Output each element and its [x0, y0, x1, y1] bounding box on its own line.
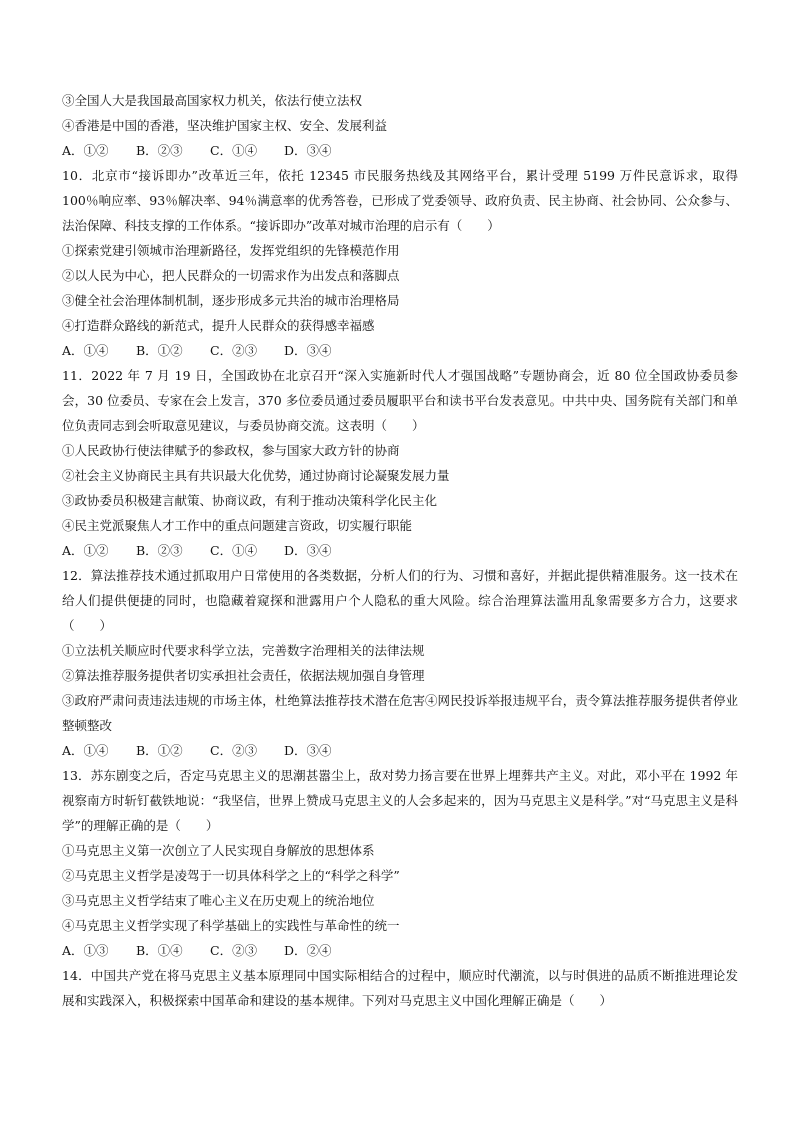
q13-item-3: ③马克思主义哲学结束了唯心主义在历史观上的统治地位 [62, 893, 375, 908]
lead-item-4: ④香港是中国的香港，坚决维护国家主权、安全、发展利益 [62, 118, 388, 133]
lead-option-c: C．①④ [210, 143, 258, 158]
q12-stem: 12．算法推荐技术通过抓取用户日常使用的各类数据，分析人们的行为、习惯和喜好，并据此提供精准服务。这一技术在给人们提供便捷的同时，也隐藏着窥探和泄露用户个人隐私的重大风险。综合治理算法滥用乱象需要多方合力，这要求（ ） [62, 568, 738, 633]
exam-page [62, 88, 738, 1013]
q11-option-b: B．②③ [136, 543, 183, 558]
q11-options [62, 538, 738, 563]
q11-option-a: A．①② [62, 543, 109, 558]
q13-options [62, 938, 738, 963]
q13-option-b: B．①④ [136, 943, 183, 958]
lead-option-d: D．③④ [284, 143, 332, 158]
q10-stem: 10．北京市“接诉即办”改革近三年，依托 12345 市民服务热线及其网络平台，累计受理 5199 万件民意诉求，取得 100％响应率、93％解决率、94％满意率的优秀答卷，已形成了党委领导、政府负责、民主协商、社会协同、公众参与、法治保障、科技支撑的工作体系。“接诉即办”改革对城市治理的启示有（ ） [62, 168, 738, 233]
q12-options [62, 738, 738, 763]
q13-option-a: A．①③ [62, 943, 109, 958]
q10-option-c: C．②③ [210, 343, 258, 358]
q12-option-b: B．①② [136, 743, 183, 758]
q10-item-4: ④打造群众路线的新范式，提升人民群众的获得感幸福感 [62, 318, 375, 333]
q10-option-b: B．①② [136, 343, 183, 358]
q10-options [62, 338, 738, 363]
q14-stem: 14．中国共产党在将马克思主义基本原理同中国实际相结合的过程中，顺应时代潮流，以与时俱进的品质不断推进理论发展和实践深入，积极探索中国革命和建设的基本规律。下列对马克思主义中国化理解正确是（ ） [62, 968, 738, 1008]
q12-item-3-4: ③政府严肃问责违法违规的市场主体，杜绝算法推荐技术潜在危害④网民投诉举报违规平台，责令算法推荐服务提供者停业整顿整改 [62, 693, 738, 733]
q13-item-2: ②马克思主义哲学是凌驾于一切具体科学之上的“科学之科学” [62, 868, 400, 883]
q12-item-1: ①立法机关顺应时代要求科学立法，完善数字治理相关的法律法规 [62, 643, 425, 658]
q10-option-d: D．③④ [284, 343, 332, 358]
q12-option-c: C．②③ [210, 743, 258, 758]
q11-option-d: D．③④ [284, 543, 332, 558]
q13-option-c: C．②③ [210, 943, 258, 958]
q13-option-d: D．②④ [284, 943, 332, 958]
q13-stem: 13．苏东剧变之后，否定马克思主义的思潮甚嚣尘上，敌对势力扬言要在世界上埋葬共产主义。对此，邓小平在 1992 年视察南方时斩钉截铁地说：“我坚信，世界上赞成马克思主义的人会多起来的，因为马克思主义是科学。”对“马克思主义是科学”的理解正确的是（ ） [62, 768, 738, 833]
q11-item-1: ①人民政协行使法律赋予的参政权，参与国家大政方针的协商 [62, 443, 400, 458]
q13-item-1: ①马克思主义第一次创立了人民实现自身解放的思想体系 [62, 843, 375, 858]
q12-option-a: A．①④ [62, 743, 109, 758]
q12-option-d: D．③④ [284, 743, 332, 758]
q10-item-1: ①探索党建引领城市治理新路径，发挥党组织的先锋模范作用 [62, 243, 400, 258]
q11-item-3: ③政协委员积极建言献策、协商议政，有利于推动决策科学化民主化 [62, 493, 438, 508]
q10-option-a: A．①④ [62, 343, 109, 358]
q13-item-4: ④马克思主义哲学实现了科学基础上的实践性与革命性的统一 [62, 918, 400, 933]
q11-item-2: ②社会主义协商民主具有共识最大化优势，通过协商讨论凝聚发展力量 [62, 468, 450, 483]
q11-option-c: C．①④ [210, 543, 258, 558]
lead-option-b: B．②③ [136, 143, 183, 158]
lead-options [62, 138, 738, 163]
q11-stem: 11．2022 年 7 月 19 日，全国政协在北京召开“深入实施新时代人才强国战略”专题协商会，近 80 位全国政协委员参会，30 位委员、专家在会上发言，370 多位委员通过委员履职平台和读书平台发表意见。中共中央、国务院有关部门和单位负责同志到会听取意见建议，与委员协商交流。这表明（ ） [62, 368, 738, 433]
q12-item-2: ②算法推荐服务提供者切实承担社会责任，依据法规加强自身管理 [62, 668, 425, 683]
q10-item-3: ③健全社会治理体制机制，逐步形成多元共治的城市治理格局 [62, 293, 400, 308]
lead-option-a: A．①② [62, 143, 109, 158]
q10-item-2: ②以人民为中心，把人民群众的一切需求作为出发点和落脚点 [62, 268, 400, 283]
lead-item-3: ③全国人大是我国最高国家权力机关，依法行使立法权 [62, 93, 363, 108]
q11-item-4: ④民主党派聚焦人才工作中的重点问题建言资政，切实履行职能 [62, 518, 413, 533]
